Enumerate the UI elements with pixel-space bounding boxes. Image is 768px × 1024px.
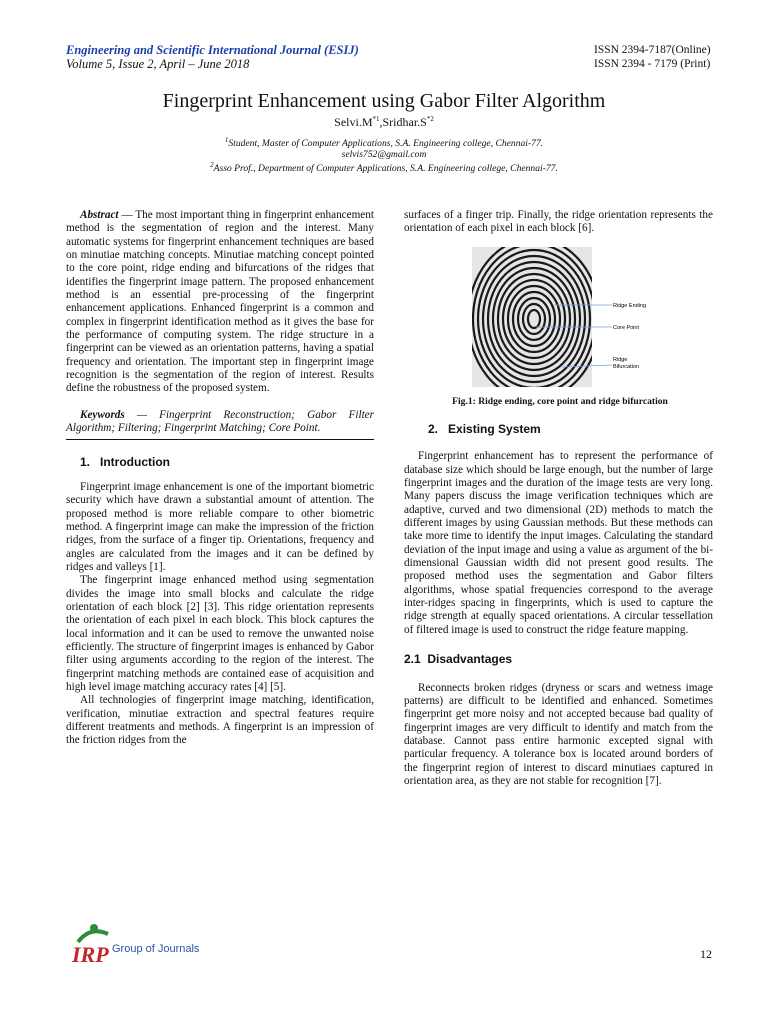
- paper-title: Fingerprint Enhancement using Gabor Filter Algorithm: [162, 90, 606, 112]
- logo-dot: [90, 924, 98, 932]
- existing-system-text: Fingerprint enhancement has to represent the performance of database size which should be large enough, but the number of large fingerprint images and the duration of the image tests are very long. Many papers discuss the image verification techniques which are adaptive, curved and two dimensional (2D) methods to match the different images by using Gaussian methods. But these methods can take more time to identify the input images. Calculating the standard deviation of the input image and using a value as argument of the bi-dimensional Gaussian width did not present good results. The proposed method uses the segmentation and Gabor filters algorithms, whose spatial frequencies correspond to the average inter-ridges spacing in fingerprints, which is used to capture the ridge strength at equally spaced orientations. A circular tessellation of filtered image is used to construct the ridge feature mapping.: [404, 450, 713, 636]
- intro-paragraph-2: The fingerprint image enhanced method using segmentation divides the image into small blocks and calculate the ridge orientation of each block [2] [3]. This ridge orientation represents the orientation of each pixel in each block. This block captures the local information and it can be used to remove the unwanted noise efficiently. The structure of fingerprint images is enhanced by Gabor filter using arguments according to the region of the interest. The fingerprint matching methods are contained ease of acquisition and high level image matching accuracy rates [4] [5].: [66, 574, 374, 693]
- label-ridge-ending: Ridge Ending: [613, 303, 647, 309]
- author-2: ,Sridhar.S: [379, 115, 427, 129]
- abstract-label: Abstract: [80, 209, 119, 221]
- logo-swoosh: [78, 931, 108, 942]
- section-2-heading: 2. Existing System: [428, 422, 541, 436]
- abstract-dash: —: [118, 209, 136, 221]
- journal-name: Engineering and Scientific International Journal (ESIJ): [66, 43, 359, 57]
- irp-logo: [66, 920, 216, 970]
- issn-online: ISSN 2394-7187(Online): [594, 44, 711, 56]
- author-email: selvis752@gmail.com: [341, 149, 427, 160]
- issn-block: [594, 43, 711, 71]
- logo-mark: IRP: [72, 942, 109, 967]
- keywords-label: Keywords: [80, 408, 125, 421]
- keywords-rule: [66, 439, 374, 440]
- label-core-point: Core Point: [613, 325, 639, 331]
- intro-paragraph-1: Fingerprint image enhancement is one of the important biometric security which have drawn a substantial amount of attention. The proposed method is more reliable compare to other biometric method. A fingerprint image can make the impression of the friction ridges, from the surface of a finger tip. Orientations, frequency and angles are calculated from the images and it can be defined by ridges and valleys [1].: [66, 480, 374, 573]
- continued-paragraph: surfaces of a finger trip. Finally, the ridge orientation represents the orientation of each pixel in each block [6].: [404, 209, 713, 235]
- author-1: Selvi.M: [334, 115, 373, 129]
- section-1-heading: 1. Introduction: [80, 454, 170, 469]
- aff-2-mark: 2: [210, 161, 214, 169]
- author-2-mark: *2: [426, 115, 434, 123]
- label-bifurcation: Bifurcation: [613, 364, 639, 370]
- right-column-top: [404, 209, 713, 236]
- journal-header: [66, 43, 359, 71]
- aff-1-mark: 1: [224, 136, 229, 144]
- author-1-mark: *1: [372, 115, 380, 123]
- left-column: [66, 209, 374, 748]
- figure-caption: Fig.1: Ridge ending, core point and ridge bifurcation: [452, 396, 668, 407]
- issn-print: ISSN 2394 - 7179 (Print): [594, 58, 711, 70]
- fingerprint-figure: [472, 247, 648, 387]
- keywords-text: Fingerprint Reconstruction; Gabor Filter Algorithm; Filtering; Fingerprint Matching; Core Point.: [66, 408, 374, 435]
- journal-volume: Volume 5, Issue 2, April – June 2018: [66, 57, 250, 71]
- logo-text: Group of Journals: [112, 943, 200, 955]
- abstract: [66, 209, 374, 396]
- affiliation-2: [0, 161, 768, 174]
- section-2-1-heading: 2.1 Disadvantages: [404, 652, 513, 667]
- disadvantages-text: Reconnects broken ridges (dryness or scars and wetness image patterns) are difficult to be identified and enhanced. Sometimes fingerprint get more noisy and not accepted because bad quality of fingerprint images are very difficult to identify and match from the database. Cannot pass entire harmonic excepted signal with particular frequency. A tolerance box is located around borders of the fingerprint region of interest to discard minutiaes captured in orientation area, as they are not stable for recognition [7].: [404, 681, 713, 787]
- aff-1-text: Student, Master of Computer Applications, S.A. Engineering college, Chennai-77.: [228, 138, 544, 150]
- keywords-dash: —: [124, 408, 160, 421]
- intro-paragraph-3: All technologies of fingerprint image matching, identification, verification, minutiae extraction and spectral features require different treatments and methods. A fingerprint is an impression of the friction ridges from the: [66, 694, 374, 747]
- aff-2-text: Asso Prof., Department of Computer Applications, S.A. Engineering college, Chennai-77.: [213, 163, 558, 175]
- authors: [0, 115, 768, 130]
- right-column-bottom: [404, 423, 713, 788]
- label-ridge: Ridge: [613, 357, 628, 363]
- page-number: 12: [700, 947, 712, 961]
- abstract-text: The most important thing in fingerprint enhancement method is the segmentation of region and the interest. Many automatic systems for fingerprint enhancement techniques are based on minutiae matching concepts. Minutiae matching concept pointed to the core point, ridge ending and bifurcations of the ridges that identifies the fingerprint image pattern. The proposed enhancement method is an essential pre-processing of the fingerprint enhancement applications. Enhanced fingerprint is a common and complex in fingerprint identification method as it gives the base for the performance of computing system. The ridge structure in a fingerprint can be viewed as an orientation patterns, having a spatial frequency and orientation. The important step in fingerprint image recognition is the segmentation of the region of interest. Results define the robustness of the proposed system.: [66, 209, 374, 395]
- affiliation-1: [0, 136, 768, 149]
- keywords: [66, 409, 374, 436]
